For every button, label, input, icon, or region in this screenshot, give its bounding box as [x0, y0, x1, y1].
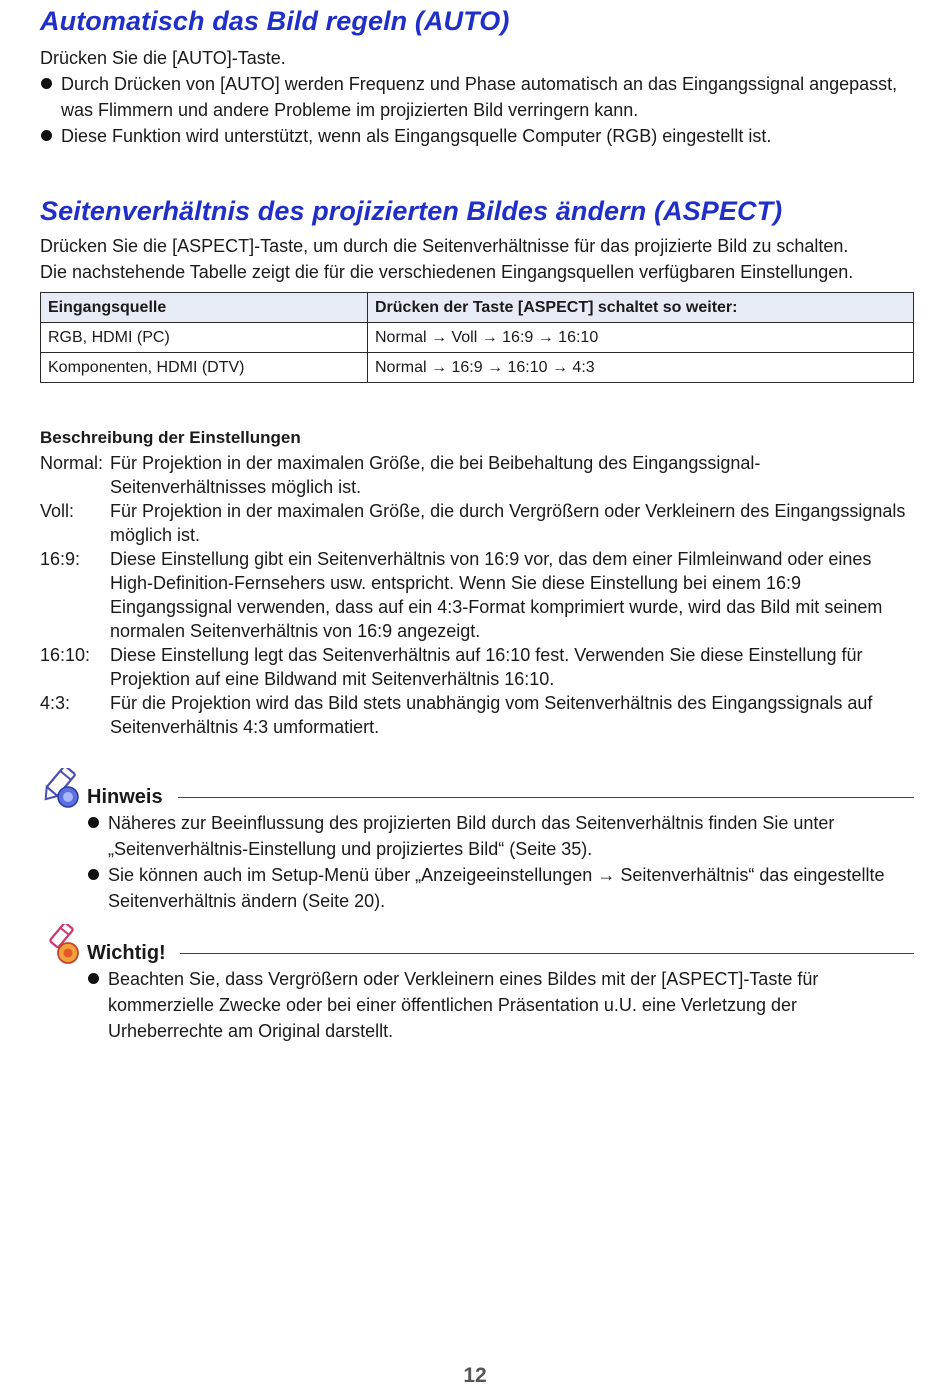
list-item: Beachten Sie, dass Vergrößern oder Verkleinern eines Bildes mit der [ASPECT]-Taste für kommerzielle Zwecke oder bei einer öffentlichen Präsentation u.U. eine Verletzung der Urheberrechte am Original darstellt.: [87, 966, 914, 1044]
definition-item: [40, 499, 914, 547]
section-title-auto: Automatisch das Bild regeln (AUTO): [40, 6, 510, 36]
aspect-intro-1: Drücken Sie die [ASPECT]-Taste, um durch die Seitenverhältnisse für das projizierte Bild zu schalten.: [40, 236, 849, 256]
note-title: Wichtig!: [87, 942, 166, 964]
section-title-aspect: Seitenverhältnis des projizierten Bildes ändern (ASPECT): [40, 196, 783, 226]
note-wichtig: [40, 924, 914, 1044]
note-hinweis: [40, 768, 914, 914]
table-row: [41, 353, 914, 383]
list-item: Sie können auch im Setup-Menü über „Anzeigeeinstellungen → Seitenverhältnis“ das eingestellte Seitenverhältnis ändern (Seite 20).: [87, 862, 914, 914]
pencil-note-icon: [40, 768, 84, 810]
table-cell: Komponenten, HDMI (DTV): [41, 353, 368, 383]
auto-intro: Drücken Sie die [AUTO]-Taste.: [40, 48, 286, 68]
definition-text: Für Projektion in der maximalen Größe, die bei Beibehaltung des Eingangssignal-Seitenverhältnisses möglich ist.: [110, 453, 761, 497]
settings-heading: Beschreibung der Einstellungen: [40, 428, 301, 447]
table-cell: Normal → 16:9 → 16:10 → 4:3: [368, 353, 914, 383]
table-header-row: [41, 293, 914, 323]
definition-term: 16:10:: [40, 645, 91, 665]
note-bullet-list: [87, 966, 914, 1044]
definition-text: Für die Projektion wird das Bild stets unabhängig vom Seitenverhältnis des Eingangssignals auf Seitenverhältnis 4:3 umformatiert.: [110, 693, 873, 737]
definition-item: [40, 643, 914, 691]
note-bullet-list: [87, 810, 914, 914]
table-header-cell: Eingangsquelle: [41, 293, 368, 323]
divider: [180, 953, 914, 955]
definition-term: Voll:: [40, 501, 75, 521]
definition-item: [40, 691, 914, 739]
page-number: 12: [463, 1364, 487, 1387]
note-title: Hinweis: [87, 786, 163, 808]
list-item: Näheres zur Beeinflussung des projizierten Bild durch das Seitenverhältnis finden Sie unter „Seitenverhältnis-Einstellung und projiziertes Bild“ (Seite 35).: [87, 810, 914, 862]
definition-text: Diese Einstellung gibt ein Seitenverhältnis von 16:9 vor, das dem einer Filmleinwand oder eines High-Definition-Fernsehers usw. entspricht. Wenn Sie diese Einstellung bei einem 16:9 Eingangssignal verwenden, dass auf ein 4:3-Format komprimiert wurde, wird das Bild mit seinem normalen Seitenverhältnis von 16:9 angezeigt.: [110, 549, 883, 641]
settings-description: [40, 426, 914, 739]
definition-term: 16:9:: [40, 549, 81, 569]
table-header-cell: Drücken der Taste [ASPECT] schaltet so weiter:: [368, 293, 914, 323]
list-item: Diese Funktion wird unterstützt, wenn als Eingangsquelle Computer (RGB) eingestellt ist.: [40, 123, 914, 149]
table-cell: Normal → Voll → 16:9 → 16:10: [368, 323, 914, 353]
definition-text: Diese Einstellung legt das Seitenverhältnis auf 16:10 fest. Verwenden Sie diese Einstellung für Projektion auf eine Bildwand mit Seitenverhältnis 16:10.: [110, 645, 863, 689]
definition-term: 4:3:: [40, 693, 71, 713]
table-cell: RGB, HDMI (PC): [41, 323, 368, 353]
table-row: [41, 323, 914, 353]
divider: [178, 797, 914, 799]
aspect-intro-2: Die nachstehende Tabelle zeigt die für die verschiedenen Eingangsquellen verfügbaren Einstellungen.: [40, 262, 854, 282]
definition-item: [40, 451, 914, 499]
definition-item: [40, 547, 914, 643]
aspect-table: [40, 292, 914, 383]
auto-bullet-list: [40, 71, 914, 149]
definition-term: Normal:: [40, 453, 104, 473]
pin-warning-icon: [40, 924, 84, 966]
definition-text: Für Projektion in der maximalen Größe, die durch Vergrößern oder Verkleinern des Eingangssignals möglich ist.: [110, 501, 906, 545]
list-item: Durch Drücken von [AUTO] werden Frequenz und Phase automatisch an das Eingangssignal angepasst, was Flimmern und andere Probleme im projizierten Bild verringern kann.: [40, 71, 914, 123]
